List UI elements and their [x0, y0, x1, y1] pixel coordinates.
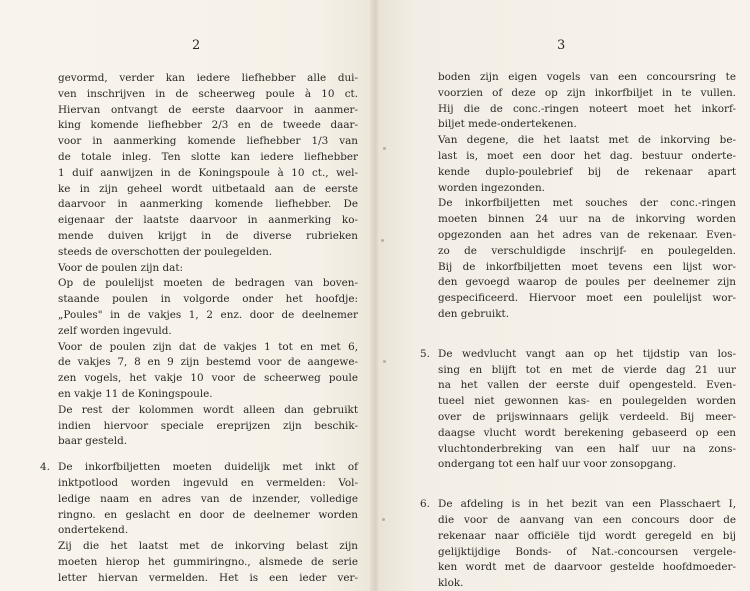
text-line: en vakje 11 de Koningspoule. — [58, 387, 213, 400]
text-line: ringno. en geslacht en door de deelnemer worden — [58, 508, 358, 521]
text-line: De rest der kolommen wordt alleen dan gebruikt — [58, 403, 358, 416]
text-line: ke in zijn geheel wordt uitbetaald aan de eerste — [58, 182, 358, 195]
right-page-paragraphs — [438, 70, 736, 323]
page-number-left: 2 — [192, 38, 202, 53]
text-line: boden zijn eigen vogels van een concoursring te — [438, 71, 736, 83]
article-5 — [420, 347, 736, 473]
article-number: 4. — [40, 461, 50, 474]
text-line: die voor de aanvang van een concours door de — [438, 513, 736, 526]
text-line: zen vogels, het vakje 10 voor de scheerweg poule — [58, 372, 358, 385]
text-line: daarvoor in aanmerking komende liefhebber. De — [58, 198, 358, 211]
text-line: kende duplo-poulebrief bij de rekenaar apart — [438, 165, 736, 178]
text-line: Voor de poulen zijn dat: — [58, 261, 184, 274]
text-line: opgezonden aan het adres van de rekenaar. Even- — [438, 228, 736, 241]
text-line: na het vallen der eerste duif opengesteld. Even- — [438, 379, 736, 392]
text-line: Hij die de conc.-ringen noteert moet het inkorf- — [438, 102, 736, 115]
text-line: den gevoegd waarop de poules per deelnemer zijn — [438, 276, 736, 289]
text-line: „Poules" in de vakjes 1, 2 enz. door de deelnemer — [58, 308, 358, 321]
text-line: 1 duif aanwijzen in de Koningspoule à 10 ct., wel- — [58, 166, 358, 179]
text-line: inktpotlood worden ingevuld en vermelden: Vol- — [58, 476, 358, 489]
text-line: klok. — [438, 577, 464, 590]
paper-speck — [381, 239, 384, 242]
text-line: De inkorfbiljetten moeten duidelijk met inkt of — [58, 461, 358, 474]
text-line: Bij de inkorfbiljetten moet tevens een lijst wor- — [438, 260, 736, 273]
text-line: ondertekend. — [58, 524, 129, 537]
text-line: gespecificeerd. Hiervoor moet een poulelijst wor- — [438, 292, 736, 305]
text-line: biljet mede-ondertekenen. — [438, 118, 577, 131]
text-line: Hiervan ontvangt de eerste daarvoor in aanmer- — [58, 103, 358, 116]
text-line: over de prijswinnaars gelijk verdeeld. Bij meer- — [438, 410, 736, 423]
article-6 — [420, 497, 736, 591]
text-line: Van degene, die het laatst met de inkorving be- — [438, 134, 736, 147]
text-line: steeds de overschotten der poulegelden. — [58, 245, 273, 258]
text-line: ven inschrijven in de scheerweg poule à 10 ct. — [58, 87, 358, 100]
article-4 — [40, 460, 358, 586]
text-line: ken wordt met de daarvoor gestelde hoofdmoeder- — [438, 561, 736, 574]
text-line: king komende liefhebber 2/3 en de tweede daar- — [58, 119, 358, 132]
article-number: 5. — [420, 347, 430, 360]
text-line: voorzien of deze op zijn inkorfbiljet in te vullen. — [438, 86, 736, 99]
text-line: staande poulen in volgorde onder het hoofdje: — [58, 293, 358, 306]
text-line: De afdeling is in het bezit van een Plasschaert I, — [438, 498, 736, 511]
text-line: daagse vlucht wordt berekening gebaseerd op een — [438, 426, 736, 439]
text-line: Zij die het laatst met de inkorving belast zijn — [58, 540, 358, 553]
text-line: tueel niet gewonnen kas- en poulegelden worden — [438, 395, 736, 408]
text-line: moeten binnen 24 uur na de inkorving worden — [438, 213, 736, 226]
text-line: de vakjes 7, 8 en 9 zijn bestemd voor de aangewe- — [58, 356, 358, 369]
text-line: eigenaar der laatste daarvoor in aanmerking ko- — [58, 214, 358, 227]
text-line: sing en blijft tot en met de vierde dag 21 uur — [438, 363, 736, 376]
left-page-paragraphs — [58, 71, 358, 450]
text-line: indien hiervoor speciale ereprijzen zijn beschik- — [58, 419, 358, 432]
text-line: De wedvlucht vangt aan op het tijdstip van los- — [438, 347, 736, 360]
text-line: baar gesteld. — [58, 435, 128, 448]
text-line: rekenaar naar officiële tijd wordt geregeld en bij — [438, 529, 736, 542]
left-page-text — [40, 71, 358, 587]
text-line: zelf worden ingevuld. — [58, 324, 172, 337]
text-line: voor in aanmerking komende liefhebber 1/3 van — [58, 135, 358, 148]
text-line: zo de verschuldigde inschrijf- en poulegelden. — [438, 244, 736, 257]
text-line: mende duiven krijgt in de diverse rubrieken — [58, 229, 358, 242]
text-line: vluchtonderbreking van een half uur na zons- — [438, 442, 736, 455]
text-line: ondergang tot een half uur voor zonsopgang. — [438, 458, 677, 471]
right-page-text — [420, 70, 736, 591]
text-line: last is, moet een door het dag. bestuur onderte- — [438, 149, 736, 162]
text-line: moeten hierop het gummiringno., alsmede de serie — [58, 555, 358, 568]
paper-speck — [383, 360, 386, 363]
text-line: letter hiervan vermelden. Het is een ieder ver- — [58, 571, 358, 584]
text-line: De inkorfbiljetten met souches der conc.-ringen — [438, 197, 736, 210]
text-line: ledige naam en adres van de inzender, volledige — [58, 492, 358, 505]
text-line: Op de poulelijst moeten de bedragen van boven- — [58, 277, 358, 290]
page-number-right: 3 — [557, 38, 567, 53]
paper-speck — [383, 147, 386, 150]
text-line: gevormd, verder kan iedere liefhebber alle dui- — [58, 72, 358, 84]
text-line: worden ingezonden. — [438, 181, 545, 194]
text-line: de totale inleg. Ten slotte kan iedere liefhebber — [58, 150, 358, 163]
text-line: gelijktijdige Bonds- of Nat.-concoursen vergele- — [438, 545, 736, 558]
text-line: den gebruikt. — [438, 307, 510, 320]
article-number: 6. — [420, 498, 430, 511]
paper-speck — [382, 518, 385, 521]
text-line: Voor de poulen zijn dat de vakjes 1 tot en met 6, — [58, 340, 358, 353]
